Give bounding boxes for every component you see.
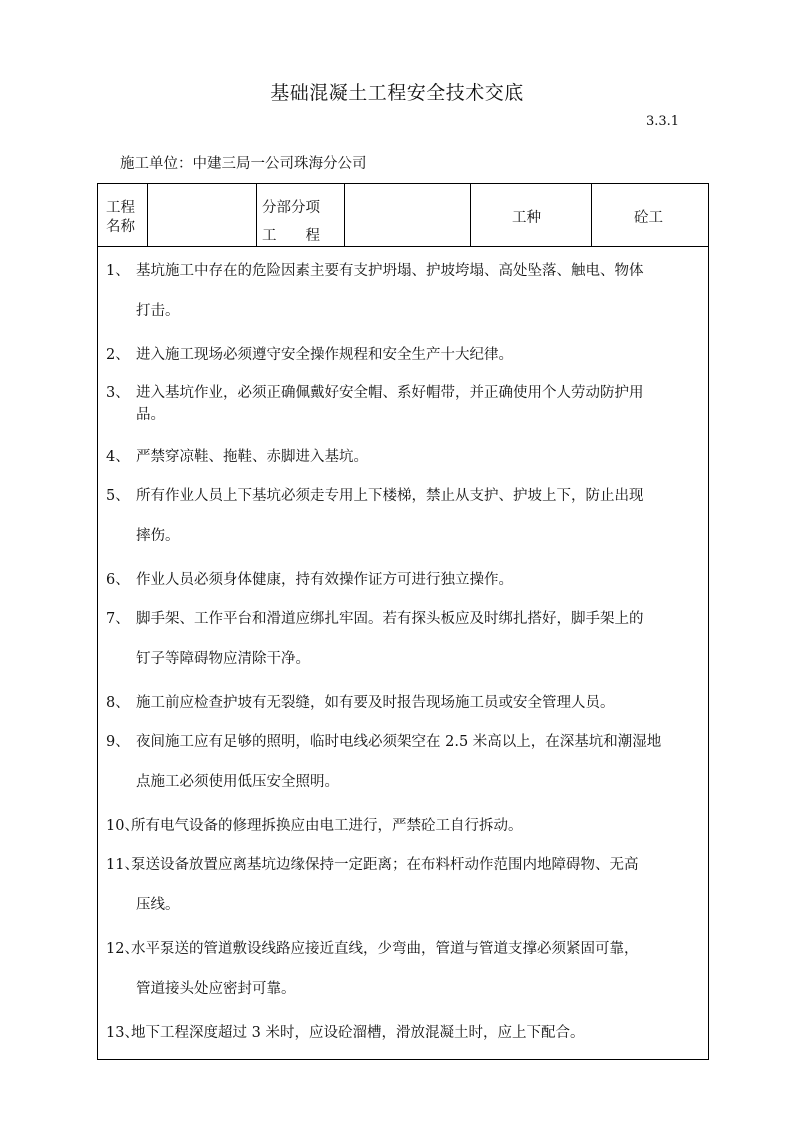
item-text-line: 压线。 xyxy=(136,897,180,913)
construction-unit: 施工单位：中建三局一公司珠海分公司 xyxy=(120,156,367,172)
item-text-line: 水平泵送的管道敷设线路应接近直线，少弯曲，管道与管道支撑必须紧固可靠， xyxy=(131,941,639,957)
item-number: 3、 xyxy=(106,385,130,401)
item-text-line: 所有电气设备的修理拆换应由电工进行，严禁砼工自行拆动。 xyxy=(131,818,523,834)
project-name-label-line2: 名称 xyxy=(106,219,135,235)
item-number: 8、 xyxy=(106,695,130,711)
column-divider xyxy=(470,184,471,246)
item-text-line: 夜间施工应有足够的照明，临时电线必须架空在 2.5 米高以上，在深基坑和潮湿地 xyxy=(136,734,662,750)
item-number: 2、 xyxy=(106,347,130,363)
column-divider xyxy=(256,184,257,246)
column-divider xyxy=(344,184,345,246)
item-text-line: 作业人员必须身体健康，持有效操作证方可进行独立操作。 xyxy=(136,572,513,588)
column-divider xyxy=(147,184,148,246)
item-text-line: 地下工程深度超过 3 米时，应设砼溜槽，滑放混凝土时，应上下配合。 xyxy=(131,1025,585,1041)
item-text-line: 点施工必须使用低压安全照明。 xyxy=(136,774,339,790)
item-number: 11、 xyxy=(106,857,139,873)
document-code: 3.3.1 xyxy=(646,114,680,129)
item-text-line: 泵送设备放置应离基坑边缘保持一定距离；在布料杆动作范围内地障碍物、无高 xyxy=(131,857,639,873)
item-number: 13、 xyxy=(106,1025,139,1041)
page-title: 基础混凝土工程安全技术交底 xyxy=(270,82,524,104)
item-text-line: 摔伤。 xyxy=(136,528,180,544)
subproject-label-line1: 分部分项 xyxy=(262,200,320,216)
item-text-line: 管道接头处应密封可靠。 xyxy=(136,981,296,997)
item-text-line: 进入基坑作业，必须正确佩戴好安全帽、系好帽带，并正确使用个人劳动防护用 xyxy=(136,385,644,401)
item-number: 4、 xyxy=(106,449,130,465)
item-number: 9、 xyxy=(106,734,130,750)
item-text-line: 严禁穿凉鞋、拖鞋、赤脚进入基坑。 xyxy=(136,449,368,465)
trade-label: 工种 xyxy=(512,210,541,226)
column-divider xyxy=(591,184,592,246)
item-number: 10、 xyxy=(106,818,139,834)
disclosure-table xyxy=(97,183,709,1060)
item-number: 7、 xyxy=(106,611,130,627)
subproject-label-line2: 工 程 xyxy=(262,228,320,244)
trade-value: 砼工 xyxy=(634,210,663,226)
item-text-line: 品。 xyxy=(136,407,165,423)
item-number: 12、 xyxy=(106,941,139,957)
item-text-line: 所有作业人员上下基坑必须走专用上下楼梯，禁止从支护、护坡上下，防止出现 xyxy=(136,488,644,504)
project-name-label-line1: 工程 xyxy=(106,200,135,216)
item-number: 1、 xyxy=(106,263,130,279)
item-number: 5、 xyxy=(106,488,130,504)
item-text-line: 基坑施工中存在的危险因素主要有支护坍塌、护坡垮塌、高处坠落、触电、物体 xyxy=(136,263,644,279)
item-text-line: 打击。 xyxy=(136,303,180,319)
table-header-row xyxy=(98,184,708,247)
item-text-line: 脚手架、工作平台和滑道应绑扎牢固。若有探头板应及时绑扎搭好，脚手架上的 xyxy=(136,611,644,627)
item-number: 6、 xyxy=(106,572,130,588)
item-text-line: 施工前应检查护坡有无裂缝，如有要及时报告现场施工员或安全管理人员。 xyxy=(136,695,615,711)
item-text-line: 进入施工现场必须遵守安全操作规程和安全生产十大纪律。 xyxy=(136,347,513,363)
item-text-line: 钉子等障碍物应清除干净。 xyxy=(136,651,310,667)
